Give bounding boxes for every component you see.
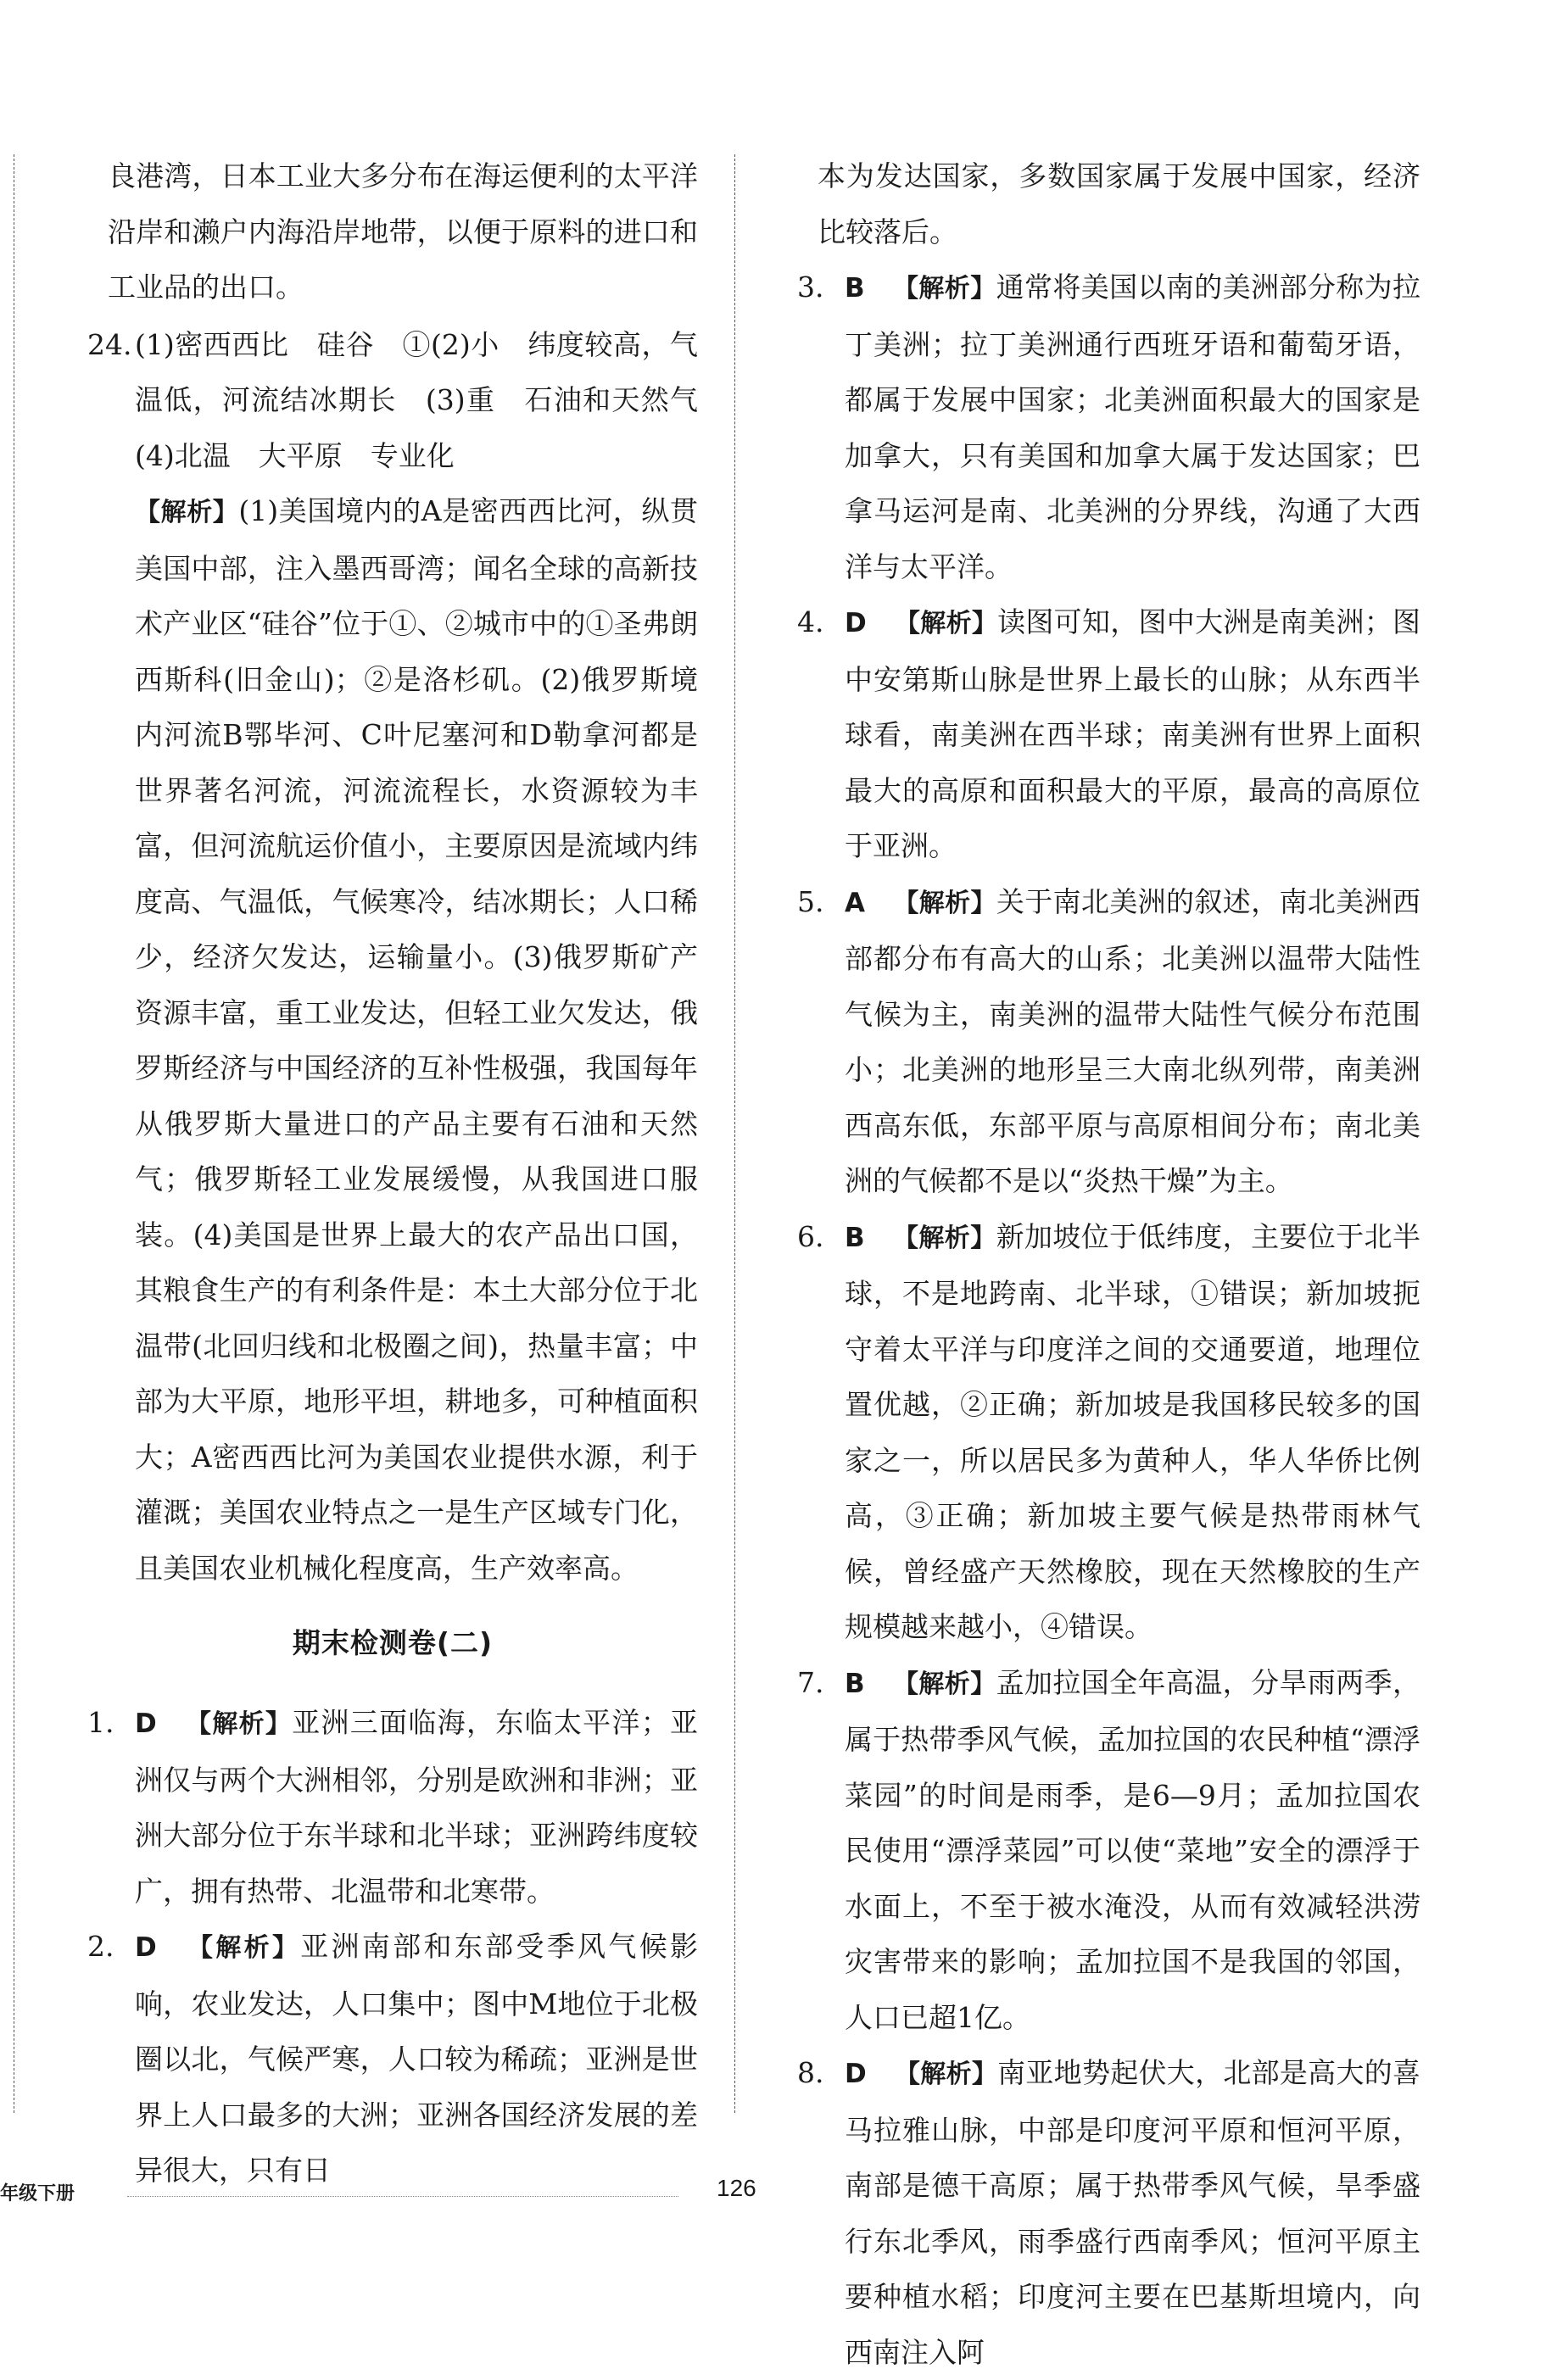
question-8 xyxy=(797,2045,1420,2380)
continued-text: 本为发达国家，多数国家属于发展中国家，经济比较落后。 xyxy=(818,159,1420,248)
analysis-text: 新加坡位于低纬度，主要位于北半球，不是地跨南、北半球，①错误；新加坡扼守着太平洋与印度洋之间的交通要道，地理位置优越，②正确；新加坡是我国移民较多的国家之一，所以居民多为黄种人，华人华侨比例高，③正确；新加坡主要气候是热带雨林气候，曾经盛产天然橡胶，现在天然橡胶的生产规模越来越小，④错误。 xyxy=(845,1219,1421,1643)
analysis-text: (1)美国境内的A是密西西比河，纵贯美国中部，注入墨西哥湾；闻名全球的高新技术产业区“硅谷”位于①、②城市中的①圣弗朗西斯科(旧金山)；②是洛杉矶。(2)俄罗斯境内河流B鄂毕河、C叶尼塞河和D勒拿河都是世界著名河流，河流流程长，水资源较为丰富，但河流航运价值小，主要原因是流域内纬度高、气温低，气候寒冷，结冰期长；人口稀少，经济欠发达，运输量小。(3)俄罗斯矿产资源丰富，重工业发达，但轻工业欠发达，俄罗斯经济与中国经济的互补性极强，我国每年从俄罗斯大量进口的产品主要有石油和天然气；俄罗斯轻工业发展缓慢，从我国进口服装。(4)美国是世界上最大的农产品出口国，其粮食生产的有利条件是：本土大部分位于北温带(北回归线和北极圈之间)，热量丰富；中部为大平原，地形平坦，耕地多，可种植面积大；A密西西比河为美国农业提供水源，利于灌溉；美国农业特点之一是生产区域专门化，且美国农业机械化程度高，生产效率高。 xyxy=(135,494,698,1585)
analysis-text: 亚洲南部和东部受季风气候影响，农业发达，人口集中；图中M地位于北极圈以北，气候严寒，人口较为稀疏；亚洲是世界上人口最多的大洲；亚洲各国经济发展的差异很大，只有日 xyxy=(135,1930,699,2187)
left-column xyxy=(87,148,726,2199)
question-number: 2. xyxy=(87,1930,114,1963)
question-number: 3. xyxy=(797,270,824,304)
question-number: 8. xyxy=(797,2056,824,2089)
question-answer: D xyxy=(135,1708,157,1739)
question-4 xyxy=(797,594,1420,874)
question-answer: A xyxy=(845,887,865,918)
question-number: 24. xyxy=(87,327,132,361)
analysis-label: 【解析】 xyxy=(892,274,996,304)
analysis-label: 【解析】 xyxy=(892,1223,996,1253)
footer-dotted-rule xyxy=(127,2196,678,2197)
question-3 xyxy=(797,259,1420,594)
question-answer: D xyxy=(845,608,867,638)
question-answer: B xyxy=(845,1222,865,1253)
analysis-label: 【解析】 xyxy=(184,1933,301,1963)
question-24 xyxy=(87,317,726,484)
question-answer: B xyxy=(845,273,865,304)
analysis-label: 【解析】 xyxy=(135,498,239,527)
question-answer: B xyxy=(845,1668,865,1699)
question-number: 1. xyxy=(87,1706,114,1739)
footer-grade-label: 年级下册 xyxy=(0,2183,75,2204)
question-2 xyxy=(87,1919,698,2199)
question-number: 7. xyxy=(797,1665,824,1699)
question-answer: D xyxy=(135,1932,157,1963)
question-1 xyxy=(87,1695,698,1919)
column-divider xyxy=(734,154,735,2113)
question-number: 4. xyxy=(797,605,824,638)
analysis-label: 【解析】 xyxy=(894,609,998,638)
question-24-analysis xyxy=(87,483,698,1596)
question-5 xyxy=(797,874,1420,1209)
analysis-label: 【解析】 xyxy=(893,888,996,918)
page-number: 126 xyxy=(717,2175,756,2201)
analysis-text: 孟加拉国全年高温，分旱雨两季，属于热带季风气候，孟加拉国的农民种植“漂浮菜园”的时间是雨季，是6—9月；孟加拉国农民使用“漂浮菜园”可以使“菜地”安全的漂浮于水面上，不至于被水淹没，从而有效减轻洪涝灾害带来的影响；孟加拉国不是我国的邻国，人口已超1亿。 xyxy=(845,1665,1421,2034)
analysis-text: 通常将美国以南的美洲部分称为拉丁美洲；拉丁美洲通行西班牙语和葡萄牙语，都属于发展中国家；北美洲面积最大的国家是加拿大，只有美国和加拿大属于发达国家；巴拿马运河是南、北美洲的分界线，沟通了大西洋与太平洋。 xyxy=(845,270,1421,583)
analysis-text: 亚洲三面临海，东临太平洋；亚洲仅与两个大洲相邻，分别是欧洲和非洲；亚洲大部分位于东半球和北半球；亚洲跨纬度较广，拥有热带、北温带和北寒带。 xyxy=(135,1706,699,1908)
analysis-text: 南亚地势起伏大，北部是高大的喜马拉雅山脉，中部是印度河平原和恒河平原，南部是德干高原；属于热带季风气候，旱季盛行东北季风，雨季盛行西南季风；恒河平原主要种植水稻；印度河主要在巴基斯坦境内，向西南注入阿 xyxy=(845,2056,1421,2369)
analysis-label: 【解析】 xyxy=(894,2060,998,2089)
question-answer: D xyxy=(845,2059,867,2089)
section-title: 期末检测卷(二) xyxy=(292,1626,494,1659)
analysis-label: 【解析】 xyxy=(184,1709,293,1739)
question-number: 5. xyxy=(797,884,824,918)
continued-text: 良港湾，日本工业大多分布在海运便利的太平洋沿岸和濑户内海沿岸地带，以便于原料的进口和工业品的出口。 xyxy=(108,159,698,304)
question-number: 6. xyxy=(797,1219,824,1253)
analysis-text: 读图可知，图中大洲是南美洲；图中安第斯山脉是世界上最长的山脉；从东西半球看，南美洲在西半球；南美洲有世界上面积最大的高原和面积最大的平原，最高的高原位于亚洲。 xyxy=(845,605,1421,862)
analysis-text: 关于南北美洲的叙述，南北美洲西部都分布有高大的山系；北美洲以温带大陆性气候为主，南美洲的温带大陆性气候分布范围小；北美洲的地形呈三大南北纵列带，南美洲西高东低，东部平原与高原相间分布；南北美洲的气候都不是以“炎热干燥”为主。 xyxy=(845,884,1421,1197)
question-6 xyxy=(797,1209,1420,1655)
analysis-label: 【解析】 xyxy=(892,1669,996,1699)
question-7 xyxy=(797,1655,1420,2046)
question-answer: (1)密西西比 硅谷 ①(2)小 纬度较高，气温低，河流结冰期长 (3)重 石油和天然气 (4)北温 大平原 专业化 xyxy=(135,327,726,472)
right-column xyxy=(797,148,1420,2380)
